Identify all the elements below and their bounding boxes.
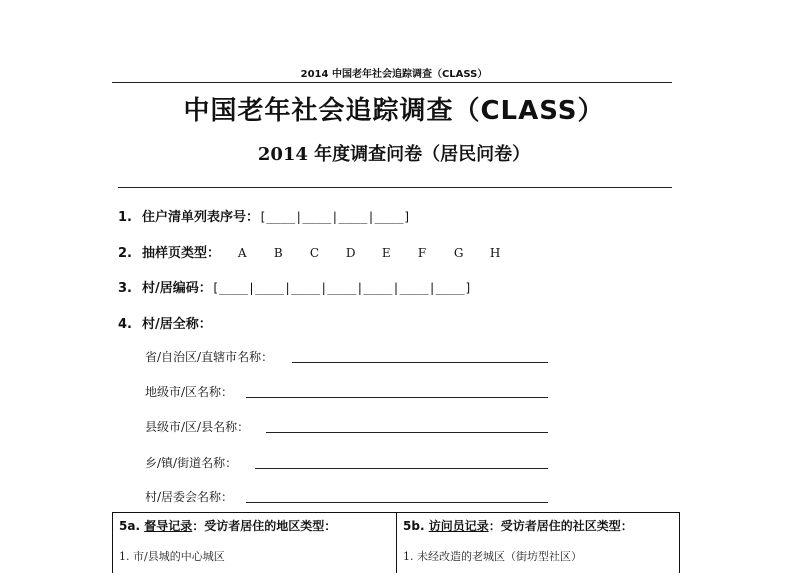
village-committee-input-line[interactable] bbox=[246, 502, 548, 503]
township-label: 乡/镇/街道名称： bbox=[145, 456, 238, 470]
heading-text: ：受访者居住的社区类型： bbox=[488, 519, 633, 533]
option-f[interactable]: F bbox=[417, 246, 427, 260]
heading-number: 5b. bbox=[403, 519, 425, 533]
question-label: 村/居全称： bbox=[142, 317, 212, 332]
supervisor-record-heading bbox=[119, 517, 336, 534]
question-label: 抽样页类型： bbox=[142, 246, 221, 261]
title-divider bbox=[118, 187, 672, 188]
question-village-full-name bbox=[118, 313, 212, 332]
heading-number: 5a. bbox=[119, 519, 141, 533]
question-label: 住户清单列表序号： bbox=[142, 210, 260, 225]
question-number: 4. bbox=[118, 317, 132, 332]
table-divider bbox=[396, 513, 397, 573]
question-number: 2. bbox=[118, 246, 132, 261]
option-g[interactable]: G bbox=[453, 246, 464, 260]
question-sample-page-type bbox=[118, 242, 526, 261]
option-c[interactable]: C bbox=[309, 246, 320, 260]
option-d[interactable]: D bbox=[345, 246, 356, 260]
community-type-option-1[interactable]: 1. 未经改造的老城区（街坊型社区） bbox=[403, 550, 582, 563]
county-input-line[interactable] bbox=[266, 432, 548, 433]
option-b[interactable]: B bbox=[273, 246, 283, 260]
household-number-field[interactable]: [____|____|____|____] bbox=[259, 210, 411, 224]
city-label: 地级市/区名称： bbox=[145, 385, 234, 399]
option-e[interactable]: E bbox=[381, 246, 391, 260]
question-household-list-number bbox=[118, 206, 411, 225]
running-header: 2014 中国老年社会追踪调查（CLASS） bbox=[300, 69, 488, 80]
question-label: 村/居编码： bbox=[142, 281, 212, 296]
option-a[interactable]: A bbox=[237, 246, 247, 260]
heading-underlined: 访问员记录 bbox=[428, 519, 489, 533]
interviewer-record-heading bbox=[403, 517, 633, 534]
area-type-option-1[interactable]: 1. 市/县城的中心城区 bbox=[119, 550, 225, 563]
heading-text: ：受访者居住的地区类型： bbox=[192, 519, 337, 533]
question-number: 3. bbox=[118, 281, 132, 296]
option-h[interactable]: H bbox=[489, 246, 501, 260]
document-title: 中国老年社会追踪调查（CLASS） bbox=[183, 96, 605, 126]
township-input-line[interactable] bbox=[255, 468, 548, 469]
header-divider bbox=[112, 82, 672, 83]
village-committee-label: 村/居委会名称： bbox=[145, 490, 234, 504]
county-label: 县级市/区/县名称： bbox=[145, 420, 250, 434]
question-number: 1. bbox=[118, 210, 132, 225]
province-input-line[interactable] bbox=[292, 362, 548, 363]
city-input-line[interactable] bbox=[246, 397, 548, 398]
area-type-table bbox=[112, 512, 680, 573]
village-code-field[interactable]: [____|____|____|____|____|____|____] bbox=[211, 281, 472, 295]
question-village-code bbox=[118, 277, 472, 296]
heading-underlined: 督导记录 bbox=[144, 519, 193, 533]
document-subtitle: 2014 年度调查问卷（居民问卷） bbox=[257, 144, 531, 165]
province-label: 省/自治区/直辖市名称： bbox=[145, 350, 274, 364]
sample-type-options bbox=[234, 246, 526, 260]
